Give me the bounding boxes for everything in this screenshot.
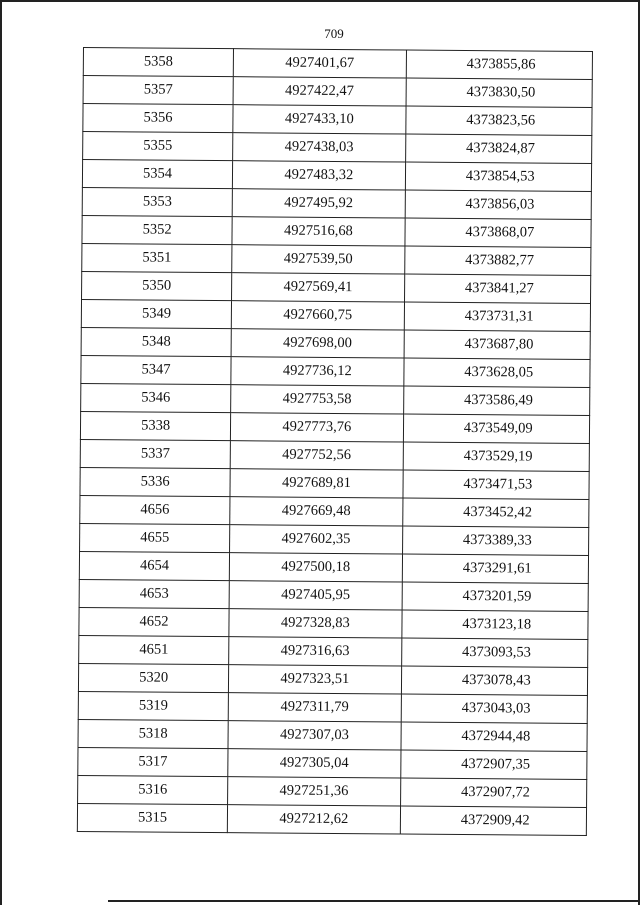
point-number-cell: 4654	[79, 551, 229, 580]
y-coordinate-cell: 4373389,33	[402, 526, 589, 555]
y-coordinate-cell: 4373855,86	[406, 50, 593, 79]
table-row	[79, 635, 588, 667]
bottom-rule	[108, 900, 640, 902]
point-number-cell: 5317	[78, 747, 228, 776]
table-row	[81, 327, 590, 359]
y-coordinate-cell: 4373868,07	[404, 218, 591, 247]
point-number-cell: 4651	[79, 635, 229, 664]
x-coordinate-cell: 4927328,83	[229, 609, 402, 638]
x-coordinate-cell: 4927753,58	[231, 385, 404, 414]
point-number-cell: 5352	[82, 215, 232, 244]
point-number-cell: 4653	[79, 579, 229, 608]
x-coordinate-cell: 4927500,18	[229, 553, 402, 582]
table-row	[80, 439, 589, 471]
y-coordinate-cell: 4372907,72	[400, 778, 587, 807]
y-coordinate-cell: 4373201,59	[402, 582, 589, 611]
y-coordinate-cell: 4373841,27	[404, 274, 591, 303]
point-number-cell: 5358	[83, 48, 233, 77]
point-number-cell: 5320	[78, 663, 228, 692]
page-edge-top	[0, 0, 640, 2]
table-row	[78, 663, 587, 695]
x-coordinate-cell: 4927495,92	[232, 189, 405, 218]
y-coordinate-cell: 4373093,53	[401, 638, 588, 667]
table-row	[78, 747, 587, 779]
x-coordinate-cell: 4927516,68	[232, 217, 405, 246]
table-row	[82, 215, 591, 247]
point-number-cell: 5318	[78, 719, 228, 748]
x-coordinate-cell: 4927323,51	[229, 665, 402, 694]
page-edge-left	[0, 0, 2, 905]
point-number-cell: 4655	[80, 523, 230, 552]
x-coordinate-cell: 4927251,36	[228, 777, 401, 806]
y-coordinate-cell: 4372909,42	[400, 806, 587, 835]
point-number-cell: 5337	[80, 439, 230, 468]
y-coordinate-cell: 4373586,49	[403, 386, 590, 415]
y-coordinate-cell: 4373731,31	[404, 302, 591, 331]
point-number-cell: 5338	[80, 411, 230, 440]
table-row	[83, 48, 592, 80]
table-row	[82, 160, 591, 192]
y-coordinate-cell: 4373452,42	[402, 498, 589, 527]
y-coordinate-cell: 4373856,03	[405, 190, 592, 219]
x-coordinate-cell: 4927689,81	[230, 469, 403, 498]
table-row	[79, 579, 588, 611]
x-coordinate-cell: 4927316,63	[229, 637, 402, 666]
x-coordinate-cell: 4927602,35	[230, 525, 403, 554]
x-coordinate-cell: 4927433,10	[233, 105, 406, 134]
table-row	[79, 607, 588, 639]
table-row	[83, 76, 592, 108]
x-coordinate-cell: 4927773,76	[231, 413, 404, 442]
coordinates-table	[77, 47, 593, 836]
x-coordinate-cell: 4927669,48	[230, 497, 403, 526]
table-row	[81, 299, 590, 331]
x-coordinate-cell: 4927422,47	[233, 77, 406, 106]
y-coordinate-cell: 4373824,87	[405, 134, 592, 163]
table-row	[83, 104, 592, 136]
y-coordinate-cell: 4373471,53	[402, 470, 589, 499]
point-number-cell: 5347	[81, 355, 231, 384]
point-number-cell: 5355	[83, 132, 233, 161]
point-number-cell: 5315	[77, 803, 227, 832]
point-number-cell: 5316	[78, 775, 228, 804]
x-coordinate-cell: 4927305,04	[228, 749, 401, 778]
point-number-cell: 5346	[81, 383, 231, 412]
table-row	[80, 495, 589, 527]
table-row	[83, 132, 592, 164]
y-coordinate-cell: 4372944,48	[401, 722, 588, 751]
table-row	[79, 551, 588, 583]
y-coordinate-cell: 4373078,43	[401, 666, 588, 695]
point-number-cell: 5319	[78, 691, 228, 720]
coordinates-table-body	[77, 48, 592, 836]
table-row	[81, 355, 590, 387]
y-coordinate-cell: 4373291,61	[402, 554, 589, 583]
table-row	[80, 411, 589, 443]
page-number: 709	[324, 26, 344, 41]
x-coordinate-cell: 4927311,79	[228, 693, 401, 722]
point-number-cell: 5354	[82, 160, 232, 189]
table-row	[81, 383, 590, 415]
table-row	[78, 775, 587, 807]
y-coordinate-cell: 4373882,77	[404, 246, 591, 275]
x-coordinate-cell: 4927483,32	[233, 161, 406, 190]
y-coordinate-cell: 4373823,56	[405, 106, 592, 135]
y-coordinate-cell: 4373123,18	[401, 610, 588, 639]
x-coordinate-cell: 4927752,56	[230, 441, 403, 470]
point-number-cell: 5357	[83, 76, 233, 105]
table-row	[78, 691, 587, 723]
point-number-cell: 5349	[81, 299, 231, 328]
y-coordinate-cell: 4373043,03	[401, 694, 588, 723]
point-number-cell: 5350	[82, 271, 232, 300]
y-coordinate-cell: 4373628,05	[403, 358, 590, 387]
y-coordinate-cell: 4372907,35	[400, 750, 587, 779]
y-coordinate-cell: 4373854,53	[405, 162, 592, 191]
table-row	[78, 719, 587, 751]
x-coordinate-cell: 4927438,03	[233, 133, 406, 162]
point-number-cell: 4656	[80, 495, 230, 524]
y-coordinate-cell: 4373529,19	[403, 442, 590, 471]
table-row	[77, 803, 586, 835]
table-row	[82, 271, 591, 303]
y-coordinate-cell: 4373830,50	[406, 78, 593, 107]
point-number-cell: 5336	[80, 467, 230, 496]
table-row	[80, 523, 589, 555]
point-number-cell: 5348	[81, 327, 231, 356]
x-coordinate-cell: 4927307,03	[228, 721, 401, 750]
x-coordinate-cell: 4927539,50	[232, 245, 405, 274]
y-coordinate-cell: 4373549,09	[403, 414, 590, 443]
x-coordinate-cell: 4927405,95	[229, 581, 402, 610]
point-number-cell: 4652	[79, 607, 229, 636]
x-coordinate-cell: 4927736,12	[231, 357, 404, 386]
y-coordinate-cell: 4373687,80	[404, 330, 591, 359]
point-number-cell: 5351	[82, 243, 232, 272]
x-coordinate-cell: 4927401,67	[233, 49, 406, 78]
table-row	[82, 243, 591, 275]
x-coordinate-cell: 4927660,75	[231, 301, 404, 330]
x-coordinate-cell: 4927212,62	[228, 805, 401, 834]
x-coordinate-cell: 4927698,00	[231, 329, 404, 358]
table-row	[80, 467, 589, 499]
x-coordinate-cell: 4927569,41	[232, 273, 405, 302]
point-number-cell: 5356	[83, 104, 233, 133]
table-row	[82, 187, 591, 219]
point-number-cell: 5353	[82, 187, 232, 216]
